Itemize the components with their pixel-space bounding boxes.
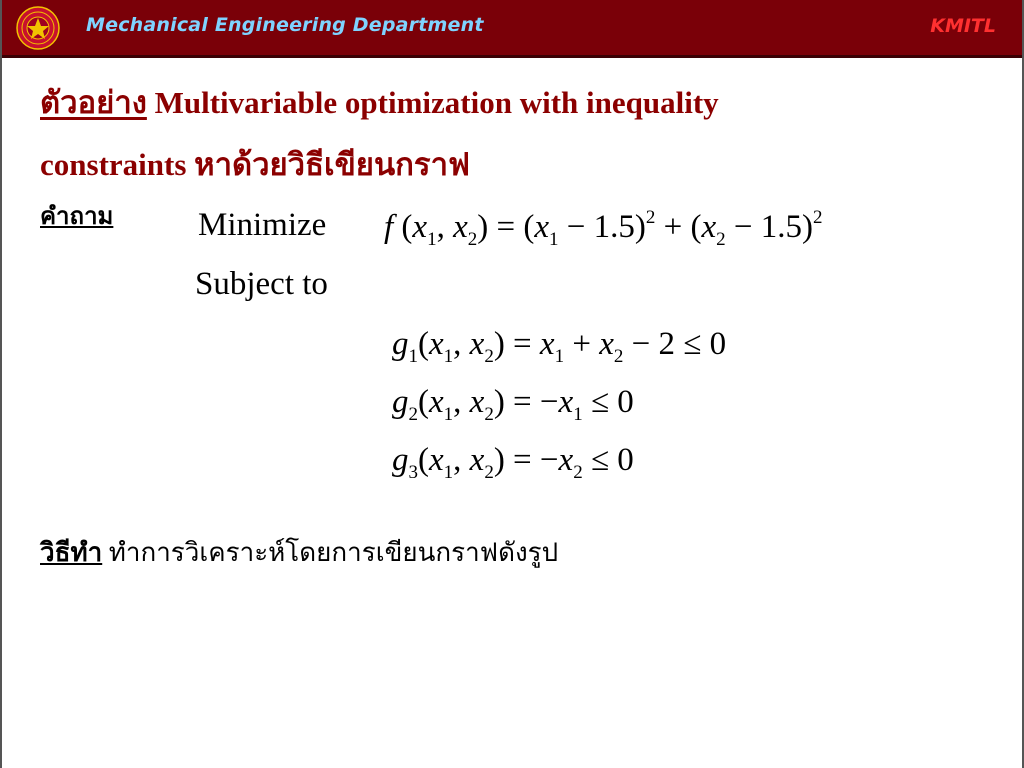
slide-title (40, 72, 940, 196)
solution-label: วิธีทำ (40, 538, 103, 567)
constraint-g2: $g_2(x_1$, $x_2) = -x_1 \le 0$ (392, 384, 634, 425)
solution-text: ทำการวิเคราะห์โดยการเขียนกราฟดังรูป (102, 538, 559, 567)
department-name: Mechanical Engineering Department (86, 14, 484, 36)
subject-to-word: Subject to (195, 266, 328, 302)
title-line-1-rest: Multivariable optimization with inequality (146, 85, 719, 120)
constraint-g1: $g_1(x_1$, $x_2) = x_1 + x_2 - 2 \le 0$ (392, 326, 727, 367)
title-line-1 (40, 72, 940, 134)
constraint-g3: $g_3(x_1$, $x_2) = -x_2 \le 0$ (392, 442, 634, 483)
minimize-word: Minimize (198, 207, 327, 243)
institution-name: KMITL (930, 15, 996, 37)
objective-function: f ($x_1$, $x_2) = (x_1 - 1.5)^2 + (x_2 - 1.5)^2$ (384, 207, 823, 250)
title-line-2: constraints หาด้วยวิธีเขียนกราฟ (40, 147, 470, 182)
header-band (2, 0, 1022, 58)
university-seal-icon (16, 6, 60, 50)
title-example-word: ตัวอย่าง (40, 85, 147, 120)
question-label: คำถาม (40, 204, 114, 230)
solution-line (40, 532, 558, 573)
